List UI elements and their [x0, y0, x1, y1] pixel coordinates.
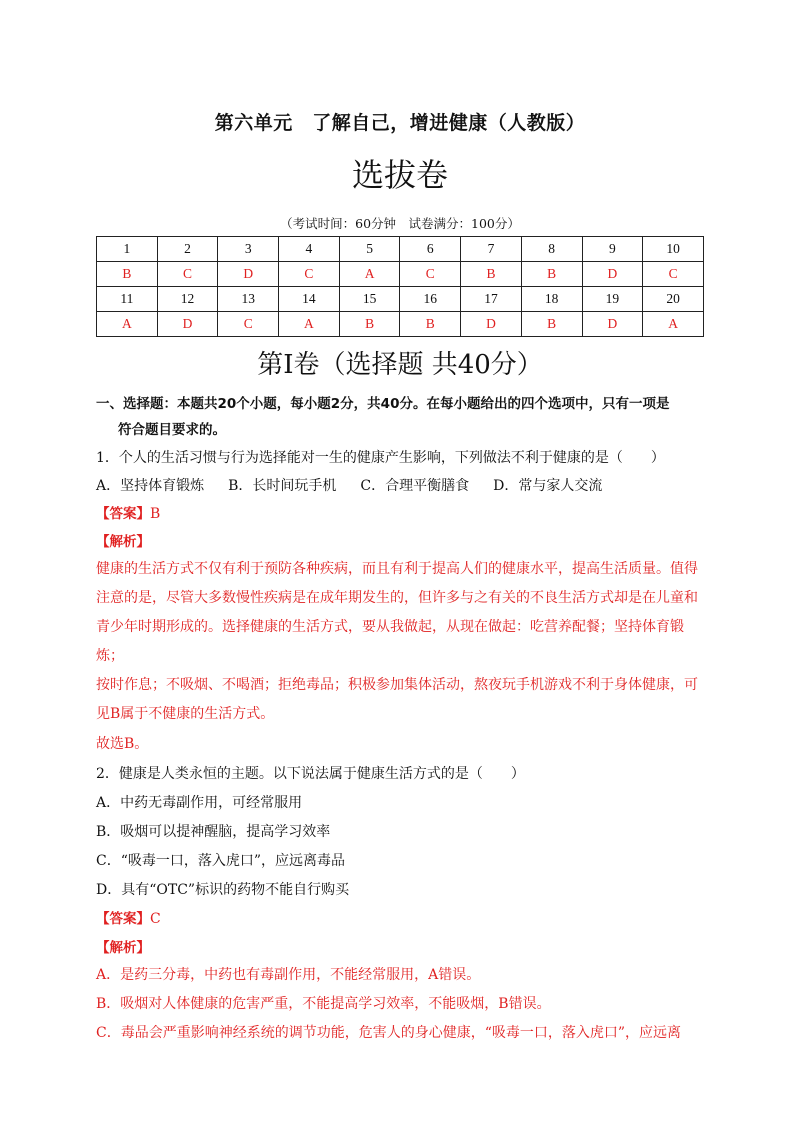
analysis-label: 【解析】: [96, 534, 150, 550]
question-number-cell: 15: [339, 287, 400, 312]
analysis-line: A．是药三分毒，中药也有毒副作用，不能经常服用，A错误。: [96, 967, 481, 983]
question-number-cell: 18: [521, 287, 582, 312]
answer-cell: B: [97, 262, 158, 287]
question-number-cell: 17: [461, 287, 522, 312]
question-number-cell: 1: [97, 237, 158, 262]
table-row: [97, 237, 704, 262]
question-number-cell: 16: [400, 287, 461, 312]
question-number-cell: 5: [339, 237, 400, 262]
answer-label: 【答案】: [96, 506, 150, 522]
answer-cell: D: [582, 262, 643, 287]
question-content: [96, 391, 708, 1048]
option: D．常与家人交流: [493, 478, 603, 494]
answer-table: [96, 236, 704, 337]
analysis-line: C．毒品会严重影响神经系统的调节功能，危害人的身心健康，“吸毒一口，落入虎口”，应远离: [96, 1025, 682, 1041]
analysis-line: 青少年时期形成的。选择健康的生活方式，要从我做起，从现在做起：吃营养配餐；坚持体育锻炼；: [96, 619, 684, 664]
section-title: 第Ⅰ卷（选择题 共40分）: [257, 350, 543, 380]
question-number-cell: 12: [157, 287, 218, 312]
answer-cell: B: [521, 262, 582, 287]
answer-cell: D: [582, 312, 643, 337]
answer-cell: A: [97, 312, 158, 337]
answer-cell: D: [461, 312, 522, 337]
question-number-cell: 2: [157, 237, 218, 262]
question-number-cell: 13: [218, 287, 279, 312]
answer-cell: B: [461, 262, 522, 287]
conclusion: 故选B。: [96, 736, 149, 752]
answer-cell: C: [218, 312, 279, 337]
answer-line: [96, 501, 708, 527]
analysis-line: B．吸烟对人体健康的危害严重，不能提高学习效率，不能吸烟，B错误。: [96, 996, 551, 1012]
answer-cell: B: [339, 312, 400, 337]
question-2-stem: 2．健康是人类永恒的主题。以下说法属于健康生活方式的是（ ）: [96, 766, 525, 782]
question-number-cell: 7: [461, 237, 522, 262]
question-number-cell: 9: [582, 237, 643, 262]
answer-cell: A: [339, 262, 400, 287]
option: B．吸烟可以提神醒脑，提高学习效率: [96, 824, 331, 840]
option: A．坚持体育锻炼: [96, 478, 205, 494]
question-number-cell: 20: [643, 287, 704, 312]
analysis-line: 健康的生活方式不仅有利于预防各种疾病，而且有利于提高人们的健康水平，提高生活质量。值得: [96, 561, 698, 577]
answer-cell: D: [157, 312, 218, 337]
answer-cell: C: [643, 262, 704, 287]
answer-line: [96, 906, 708, 932]
paper-subtitle: 选拔卷: [351, 156, 448, 194]
answer-cell: B: [521, 312, 582, 337]
question-number-cell: 3: [218, 237, 279, 262]
answer-cell: B: [400, 312, 461, 337]
answer-value: C: [150, 911, 161, 927]
option: A．中药无毒副作用，可经常服用: [96, 795, 303, 811]
option: C．合理平衡膳食: [360, 478, 470, 494]
table-row: [97, 262, 704, 287]
answer-cell: C: [400, 262, 461, 287]
question-number-cell: 4: [279, 237, 340, 262]
option: B．长时间玩手机: [228, 478, 337, 494]
unit-title: 第六单元 了解自己，增进健康（人教版）: [214, 112, 586, 134]
analysis-line: 注意的是，尽管大多数慢性疾病是在成年期发生的，但许多与之有关的不良生活方式却是在儿童和: [96, 590, 698, 606]
instructions-line: 一、选择题：本题共20个小题，每小题2分，共40分。在每小题给出的四个选项中，只有一项是: [96, 396, 670, 412]
analysis-line: 按时作息；不吸烟、不喝酒；拒绝毒品；积极参加集体活动，熬夜玩手机游戏不利于身体健康，可: [96, 677, 698, 693]
answer-cell: C: [157, 262, 218, 287]
question-number-cell: 8: [521, 237, 582, 262]
question-number-cell: 19: [582, 287, 643, 312]
instructions-line: 符合题目要求的。: [118, 422, 226, 438]
question-1-stem: 1．个人的生活习惯与行为选择能对一生的健康产生影响，下列做法不利于健康的是（ ）: [96, 450, 665, 466]
question-number-cell: 6: [400, 237, 461, 262]
option: C．“吸毒一口，落入虎口”，应远离毒品: [96, 853, 346, 869]
question-number-cell: 14: [279, 287, 340, 312]
question-1-options: [96, 473, 708, 499]
analysis-line: 见B属于不健康的生活方式。: [96, 706, 275, 722]
answer-cell: C: [279, 262, 340, 287]
analysis-label: 【解析】: [96, 940, 150, 956]
question-number-cell: 11: [97, 287, 158, 312]
option: D．具有“OTC”标识的药物不能自行购买: [96, 882, 350, 898]
table-row: [97, 312, 704, 337]
exam-info: （考试时间：60分钟 试卷满分：100分）: [280, 216, 520, 231]
answer-cell: A: [643, 312, 704, 337]
table-row: [97, 287, 704, 312]
question-number-cell: 10: [643, 237, 704, 262]
answer-value: B: [150, 506, 161, 522]
answer-cell: D: [218, 262, 279, 287]
answer-label: 【答案】: [96, 911, 150, 927]
answer-cell: A: [279, 312, 340, 337]
